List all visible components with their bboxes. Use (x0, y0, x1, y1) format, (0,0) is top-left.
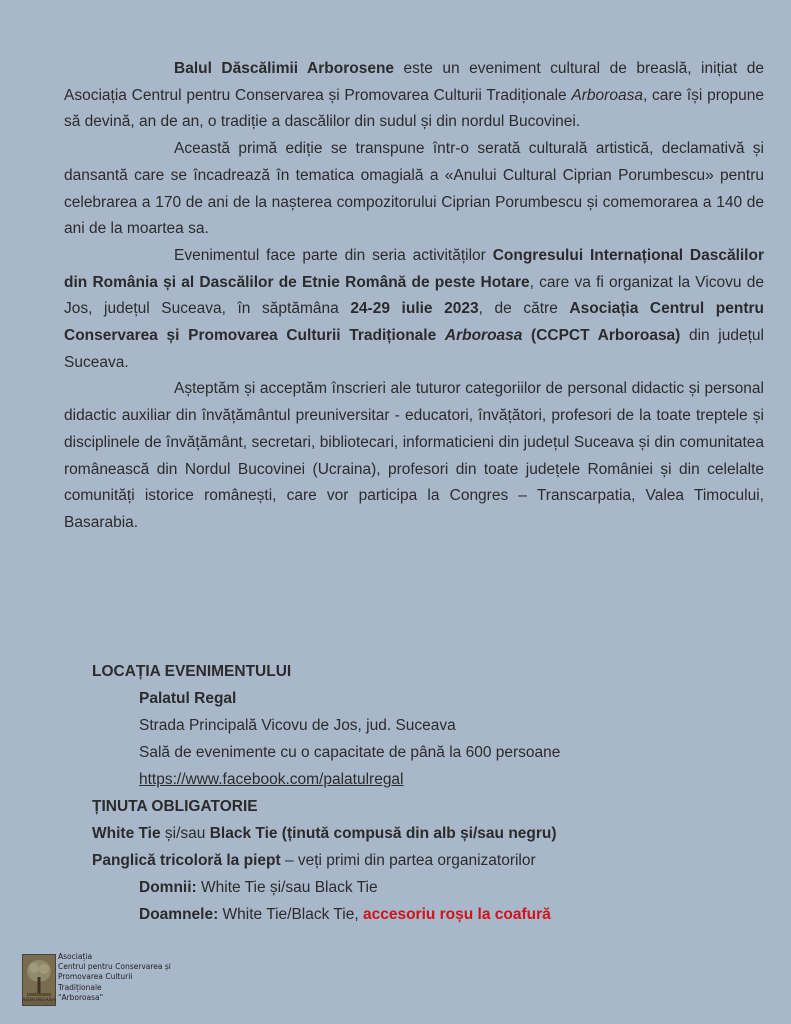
text-span: , care va fi organizat la Vicovu de Jos, județul Suceava, în săptămâna (64, 273, 764, 318)
organizer-name-italic: Arboroasa (444, 327, 523, 345)
paragraph-registration (64, 376, 764, 536)
footer-line: Centrul pentru Conservarea și (58, 962, 171, 972)
text-italic: Arboroasa (571, 86, 643, 104)
association-name (58, 952, 228, 1003)
tree-icon (23, 955, 55, 999)
text-span: din județul Suceava. (64, 327, 764, 371)
venue-address: Strada Principală Vicovu de Jos, jud. Suceava (139, 717, 456, 734)
footer (22, 952, 222, 1012)
footer-line: Tradiționale (58, 982, 102, 992)
text-span: , care își propune să devină, an de an, o tradiție a dascălilor din sudul și din nordul Bucovinei. (64, 86, 764, 131)
text-span: Evenimentul face parte din seria activităților (174, 246, 493, 264)
details-section (92, 658, 732, 928)
text-span: este un eveniment cultural de breaslă, inițiat de Asociația Centrul pentru Conservarea și Promovarea Culturii Tradiționale (64, 60, 764, 104)
text-span: Această primă ediție se transpune într-o serată culturală artistică, declamativă și dansantă care se încadrează în tematica omagială a «Anului Cultural Ciprian Porumbescu» pentru celebrarea a 170 de ani de la nașterea compozitorului Ciprian Porumbescu și comemorarea a 140 de ani de la moartea sa. (64, 140, 764, 238)
event-name: Balul Dăscălimii Arborosene (174, 60, 395, 77)
congress-name: Congresului Internațional Dascălilor din România și al Dascălilor de Etnie Română de peste Hotare (64, 246, 764, 291)
footer-line: "Arboroasa" (58, 992, 104, 1002)
dress-code-heading: ȚINUTA OBLIGATORIE (92, 798, 258, 815)
location-heading: LOCAȚIA EVENIMENTULUI (92, 663, 292, 680)
venue-name: Palatul Regal (139, 690, 237, 707)
paragraph-edition (64, 136, 764, 243)
dress-code-line: White Tie și/sau Black Tie (ținută compusă din alb și/sau negru) (92, 825, 557, 842)
dress-ladies: Doamnele: White Tie/Black Tie, accesoriu roșu la coafură (139, 906, 551, 923)
paragraph-intro (64, 56, 764, 136)
organizer-acronym: (CCPCT Arboroasa) (522, 327, 681, 345)
paragraph-congress (64, 243, 764, 377)
dress-gentlemen: Domnii: White Tie și/sau Black Tie (139, 879, 378, 896)
venue-hall: Sală de evenimente cu o capacitate de până la 600 persoane (139, 744, 561, 761)
text-span: , de către (478, 300, 570, 318)
facebook-link[interactable]: https://www.facebook.com/palatulregal (139, 771, 404, 788)
logo-caption: ARBOROASA (22, 997, 56, 1003)
footer-line: Asociația (58, 952, 93, 961)
footer-line: Promovarea Culturii (58, 972, 133, 982)
event-dates: 24-29 iulie 2023 (350, 300, 479, 318)
organizer-name: Asociația Centrul pentru Conservarea și Promovarea Culturii Tradiționale (64, 300, 764, 345)
body-text (64, 56, 764, 537)
tricolor-ribbon-line: Panglică tricoloră la piept – veți primi din partea organizatorilor (92, 852, 536, 869)
text-span: Așteptăm și acceptăm înscrieri ale tuturor categoriilor de personal didactic și personal didactic auxiliar din învățământul preuniversitar - educatori, învățători, profesori de la toate treptele și disciplinele de învățământ, secretari, bibliotecari, informaticieni din județul Suceava și din comunitatea românească din Nordul Bucovinei (Ucraina), profesori din toate județele României și din celelalte comunități istorice românești, care vor participa la Congres – Transcarpatia, Valea Timocului, Basarabia. (64, 380, 764, 531)
red-accessory-note: accesoriu roșu la coafură (362, 906, 551, 923)
venue-link-row (92, 766, 732, 793)
